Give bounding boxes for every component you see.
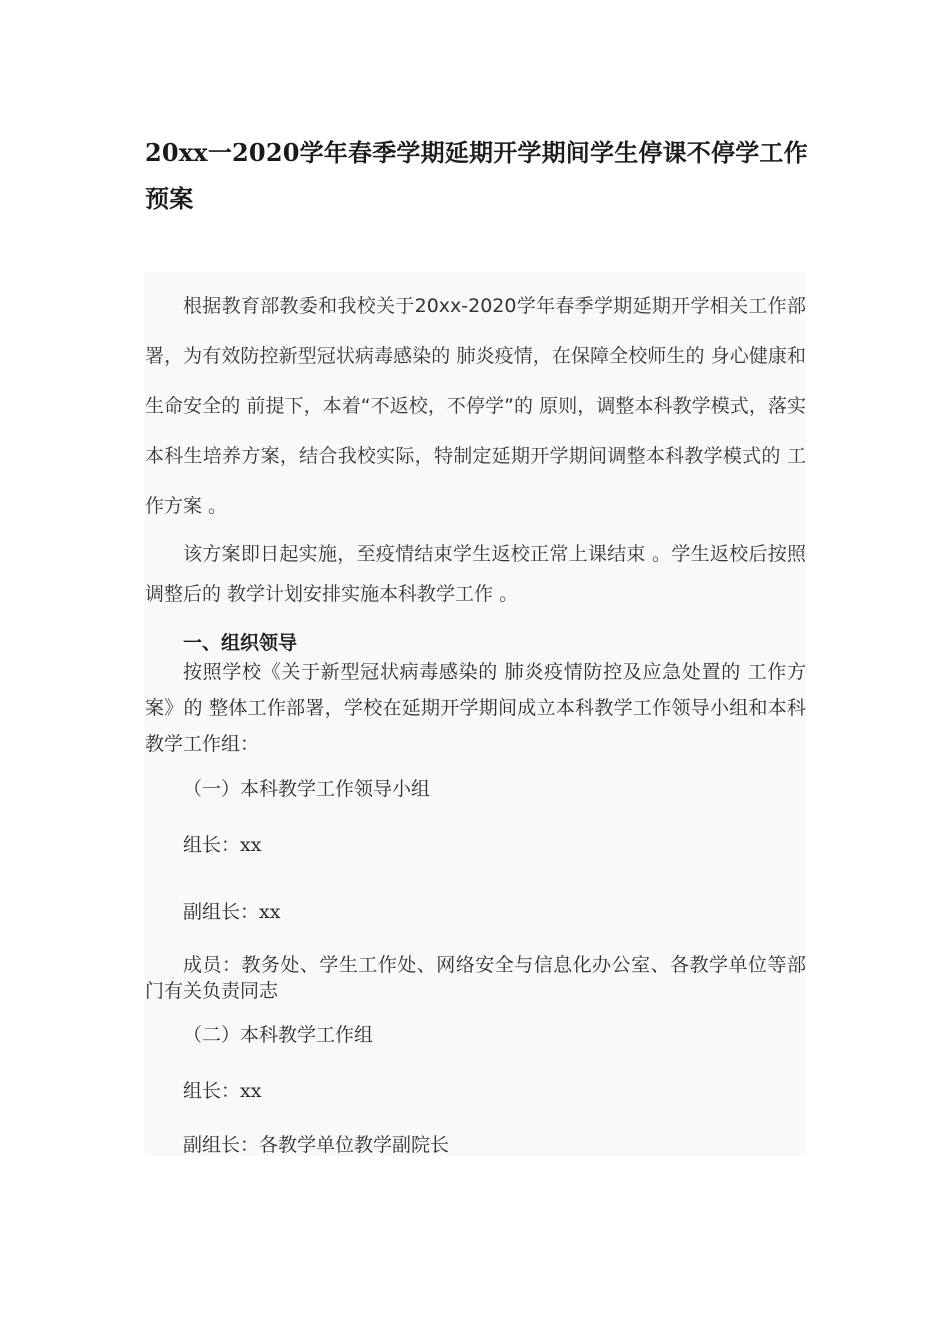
leadership-group-deputy: 副组长：xx [183,901,281,923]
paragraph-intro: 根据教育部教委和我校关于20xx-2020学年春季学期延期开学相关工作部署，为有效防控新型冠状病毒感染的 肺炎疫情，在保障全校师生的 身心健康和生命安全的 前提下，本着“不返校，不停学”的 原则，调整本科教学模式，落实本科生培养方案，结合我校实际，特制定延期开学期间调整本科教学模式的 工作方案 。 [145,295,806,517]
working-group-leader: 组长：xx [183,1080,262,1102]
page-title: 20xx一2020学年春季学期延期开学期间学生停课不停学工作预案 [145,138,808,213]
paragraph-organization: 按照学校《关于新型冠状病毒感染的 肺炎疫情防控及应急处置的 工作方案》的 整体工作部署，学校在延期开学期间成立本科教学工作领导小组和本科教学工作组： [145,661,806,755]
subheading-leadership-group: （一）本科教学工作领导小组 [183,778,431,800]
leadership-group-members: 成员：教务处、学生工作处、网络安全与信息化办公室、各教学单位等部门有关负责同志 [145,954,806,1002]
subheading-working-group: （二）本科教学工作组 [183,1024,374,1046]
working-group-deputy: 副组长：各教学单位教学副院长 [183,1134,450,1156]
section-heading-organization: 一、组织领导 [183,632,298,654]
paragraph-effective: 该方案即日起实施，至疫情结束学生返校正常上课结束 。学生返校后按照调整后的 教学计划安排实施本科教学工作 。 [145,543,806,605]
leadership-group-leader: 组长：xx [183,834,262,856]
